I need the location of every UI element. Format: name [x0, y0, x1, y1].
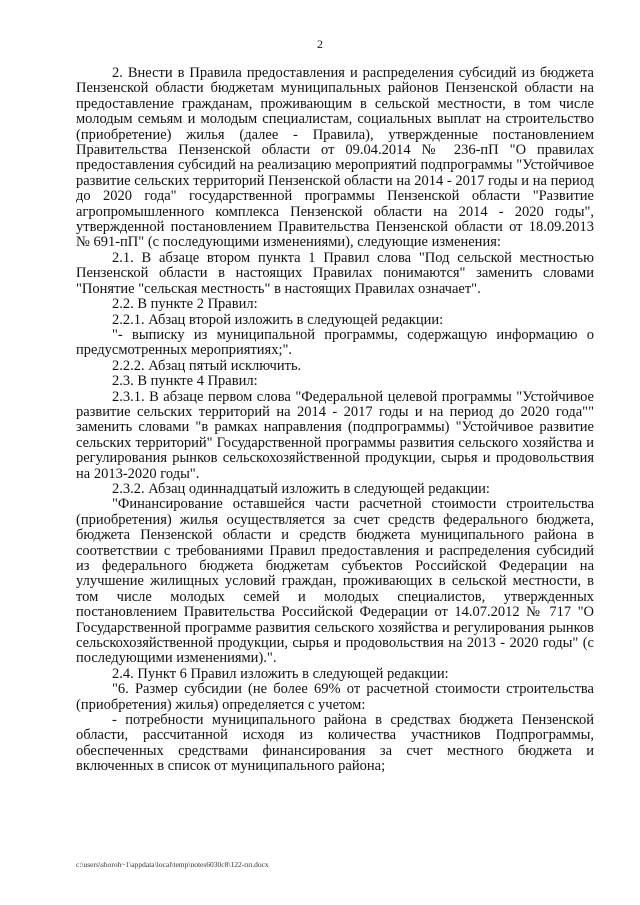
- paragraph: 2.3.1. В абзаце первом слова "Федеральной целевой программы "Устойчивое развитие сельских территорий на 2014 - 2017 годы и на период до 2020 года"" заменить словами "в рамках направления (подпрограммы) "Устойчивое развитие сельских территорий" Государственной программы развития сельского хозяйства и регулирования рынков сельскохозяйственной продукции, сырья и продовольствия на 2013-2020 годы".: [76, 388, 594, 482]
- paragraph: 2.3.2. Абзац одиннадцатый изложить в следующей редакции:: [112, 480, 490, 497]
- paragraph: 2. Внести в Правила предоставления и распределения субсидий из бюджета Пензенской области бюджетам муниципальных районов Пензенской области на предоставление гражданам, проживающим в сельской местности, в том числе молодым семьям и молодым специалистам, социальных выплат на строительство (приобретение) жилья (далее - Правила), утвержденные постановлением Правительства Пензенской области от 09.04.2014 № 236-пП "О правилах предоставления субсидий на реализацию мероприятий подпрограммы "Устойчивое развитие сельских территорий Пензенской области на 2014 - 2017 годы и на период до 2020 года" государственной программы Пензенской области "Развитие агропромышленного комплекса Пензенской области на 2014 - 2020 годы", утвержденной постановлением Правительства Пензенской области от 18.09.2013 № 691-пП" (с последующими изменениями), следующие изменения:: [76, 65, 594, 251]
- document-body: [76, 66, 594, 775]
- paragraph: 2.3. В пункте 4 Правил:: [112, 373, 258, 390]
- page-number: 2: [317, 37, 323, 51]
- paragraph: 2.2. В пункте 2 Правил:: [112, 296, 258, 313]
- paragraph: "6. Размер субсидии (не более 69% от расчетной стоимости строительства (приобретения) жилья) определяется с учетом:: [76, 681, 594, 713]
- footer-file-path: c:\users\shoroh~1\appdata\local\temp\notes6030c8\122-пп.docx: [76, 860, 269, 869]
- paragraph: "Финансирование оставшейся части расчетной стоимости строительства (приобретения) жилья осуществляется за счет средств федерального бюджета, бюджета Пензенской области и средств бюджета муниципального района в соответствии с требованиями Правил предоставления и распределения субсидий из федерального бюджета бюджетам субъектов Российской Федерации на улучшение жилищных условий граждан, проживающих в сельской местности, в том числе молодых семей и молодых специалистов, утвержденных постановлением Правительства Российской Федерации от 14.07.2012 № 717 "О Государственной программе развития сельского хозяйства и регулирования рынков сельскохозяйственной продукции, сырья и продовольствия на 2013 - 2020 годы" (с последующими изменениями).".: [76, 496, 594, 667]
- paragraph: 2.2.2. Абзац пятый исключить.: [112, 357, 302, 374]
- paragraph: 2.4. Пункт 6 Правил изложить в следующей редакции:: [112, 665, 449, 682]
- paragraph: - потребности муниципального района в средствах бюджета Пензенской области, рассчитанной исходя из количества участников Подпрограммы, обеспеченных средствами финансирования за счет местного бюджета и включенных в список от муниципального района;: [76, 712, 594, 775]
- paragraph: "- выписку из муниципальной программы, содержащую информацию о предусмотренных мероприятиях;".: [76, 326, 594, 359]
- paragraph: 2.1. В абзаце втором пункта 1 Правил слова "Под сельской местностью Пензенской области в настоящих Правилах понимаются" заменить словами "Понятие "сельская местность" в настоящих Правилах означает".: [76, 249, 594, 297]
- paragraph: 2.2.1. Абзац второй изложить в следующей редакции:: [112, 311, 444, 328]
